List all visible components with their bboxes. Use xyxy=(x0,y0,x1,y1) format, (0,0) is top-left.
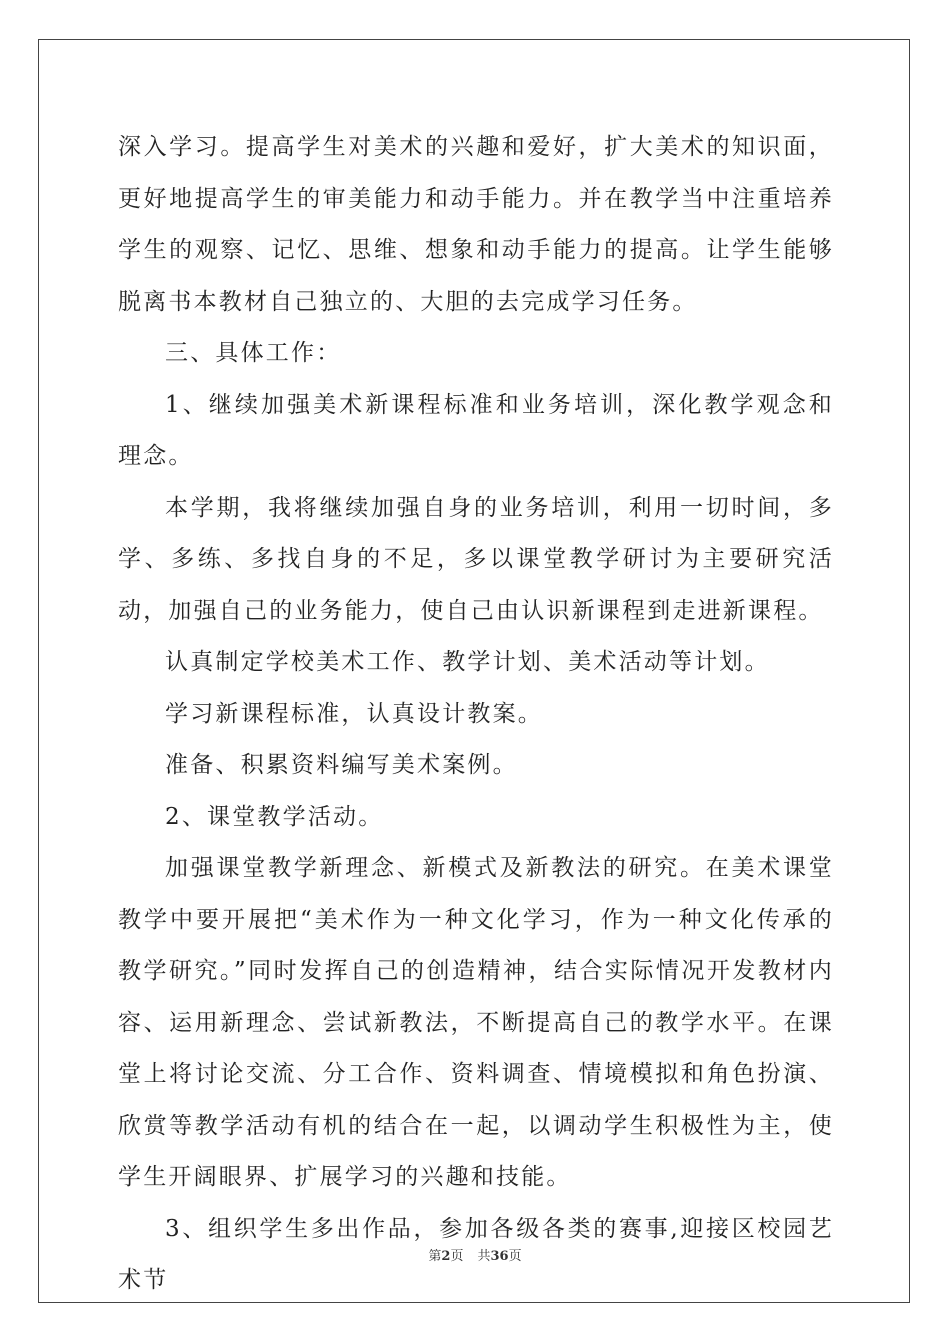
item-heading-2: 2、课堂教学活动。 xyxy=(165,803,384,830)
paragraph-lesson-design: 学习新课程标准，认真设计教案。 xyxy=(165,700,543,727)
paragraph-cases: 准备、积累资料编写美术案例。 xyxy=(165,752,518,778)
paragraph-plan: 认真制定学校美术工作、教学计划、美术活动等计划。 xyxy=(165,649,770,675)
paragraph-classroom: 加强课堂教学新理念、新模式及新教法的研究。在美术课堂教学中要开展把“美术作为一种文化学习，作为一种文化传承的教学研究。”同时发挥自己的创造精神，结合实际情况开发教材内容、运用新理念、尝试新教法，不断提高自己的教学水平。在课堂上将讨论交流、分工合作、资料调查、情境模拟和角色扮演、欣赏等教学活动有机的结合在一起，以调动学生积极性为主，使学生开阔眼界、扩展学习的兴趣和技能。 xyxy=(118,855,834,1190)
page-number: 2 xyxy=(441,1249,451,1264)
document-body xyxy=(118,122,834,1307)
page-prefix: 第 xyxy=(428,1249,442,1264)
section-heading-specific-work: 三、具体工作： xyxy=(165,340,342,366)
total-prefix: 共 xyxy=(477,1249,491,1264)
page-suffix: 页 xyxy=(450,1249,464,1264)
total-pages: 36 xyxy=(490,1249,509,1264)
total-suffix: 页 xyxy=(508,1249,522,1264)
item-heading-1: 1、继续加强美术新课程标准和业务培训，深化教学观念和理念。 xyxy=(118,391,834,469)
paragraph-training: 本学期，我将继续加强自身的业务培训，利用一切时间，多学、多练、多找自身的不足，多以课堂教学研讨为主要研究活动，加强自己的业务能力，使自己由认识新课程到走进新课程。 xyxy=(118,494,834,624)
item-heading-3: 3、组织学生多出作品，参加各级各类的赛事,迎接区校园艺术节 xyxy=(118,1215,834,1293)
page-footer xyxy=(0,1245,950,1264)
paragraph-1: 深入学习。提高学生对美术的兴趣和爱好，扩大美术的知识面，更好地提高学生的审美能力和动手能力。并在教学当中注重培养学生的观察、记忆、思维、想象和动手能力的提高。让学生能够脱离书本教材自己独立的、大胆的去完成学习任务。 xyxy=(118,134,834,315)
